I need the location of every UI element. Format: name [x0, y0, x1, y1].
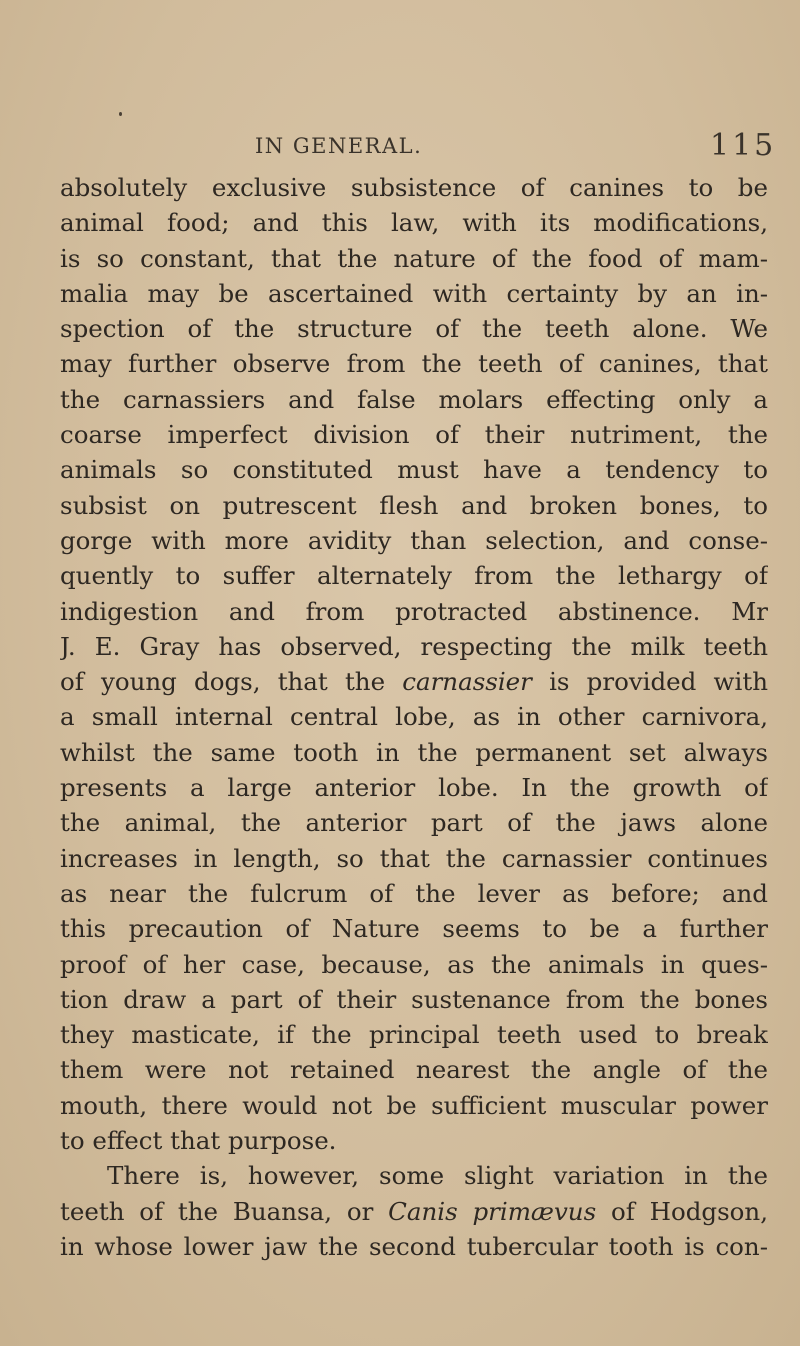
- text-line: presents a large anterior lobe. In the growth of: [60, 773, 768, 803]
- text-run: teeth of the Buansa, or: [60, 1196, 374, 1226]
- text-line: them were not retained nearest the angle of the: [60, 1055, 768, 1085]
- text-line: malia may be ascertained with certainty by an in-: [60, 278, 768, 308]
- text-line: mouth, there would not be sufficient muscular power: [60, 1090, 768, 1120]
- running-head: IN GENERAL.: [255, 134, 423, 158]
- text-run: of young dogs, that the: [60, 667, 386, 697]
- text-run: is provided with: [549, 667, 768, 697]
- text-line: There is, however, some slight variation in the: [107, 1161, 768, 1191]
- paragraph-1: [60, 170, 768, 1158]
- page-number: 115: [710, 128, 777, 163]
- text-line: this precaution of Nature seems to be a further: [60, 914, 768, 944]
- text-line: the carnassiers and false molars effecting only a: [60, 384, 768, 414]
- text-line: to effect that purpose.: [60, 1126, 337, 1156]
- text-line: they masticate, if the principal teeth used to break: [60, 1020, 768, 1050]
- italic-term: carnassier: [402, 667, 532, 697]
- ink-speck: [119, 112, 122, 116]
- text-line: spection of the structure of the teeth alone. We: [60, 314, 768, 344]
- text-line: [60, 664, 768, 699]
- text-line: whilst the same tooth in the permanent set always: [60, 737, 768, 767]
- text-line: increases in length, so that the carnassier continues: [60, 843, 768, 873]
- text-line: is so constant, that the nature of the food of mam-: [60, 243, 768, 273]
- body-text: [60, 170, 768, 1264]
- paragraph-2: [60, 1158, 768, 1264]
- text-run: of Hodgson,: [610, 1196, 768, 1226]
- text-line: J. E. Gray has observed, respecting the milk teeth: [60, 631, 768, 661]
- text-line: a small internal central lobe, as in other carnivora,: [60, 702, 768, 732]
- text-line: as near the fulcrum of the lever as before; and: [60, 878, 768, 908]
- text-line: quently to suffer alternately from the lethargy of: [60, 561, 768, 591]
- text-line: in whose lower jaw the second tubercular tooth is con-: [60, 1231, 768, 1261]
- text-line: absolutely exclusive subsistence of canines to be: [60, 173, 768, 202]
- italic-term: Canis primævus: [388, 1196, 597, 1226]
- text-line: subsist on putrescent flesh and broken bones, to: [60, 490, 768, 520]
- text-line: animal food; and this law, with its modifications,: [60, 208, 768, 238]
- text-line: proof of her case, because, as the animals in ques-: [60, 949, 768, 979]
- text-line: indigestion and from protracted abstinence. Mr: [60, 596, 768, 626]
- text-line: tion draw a part of their sustenance from the bones: [60, 984, 768, 1014]
- page-header: [0, 128, 800, 168]
- text-line: gorge with more avidity than selection, and conse-: [60, 525, 768, 555]
- text-line: [60, 1194, 768, 1229]
- text-line: animals so constituted must have a tendency to: [60, 455, 768, 485]
- text-line: coarse imperfect division of their nutriment, the: [60, 420, 768, 450]
- text-line: the animal, the anterior part of the jaws alone: [60, 808, 768, 838]
- text-line: may further observe from the teeth of canines, that: [60, 349, 768, 379]
